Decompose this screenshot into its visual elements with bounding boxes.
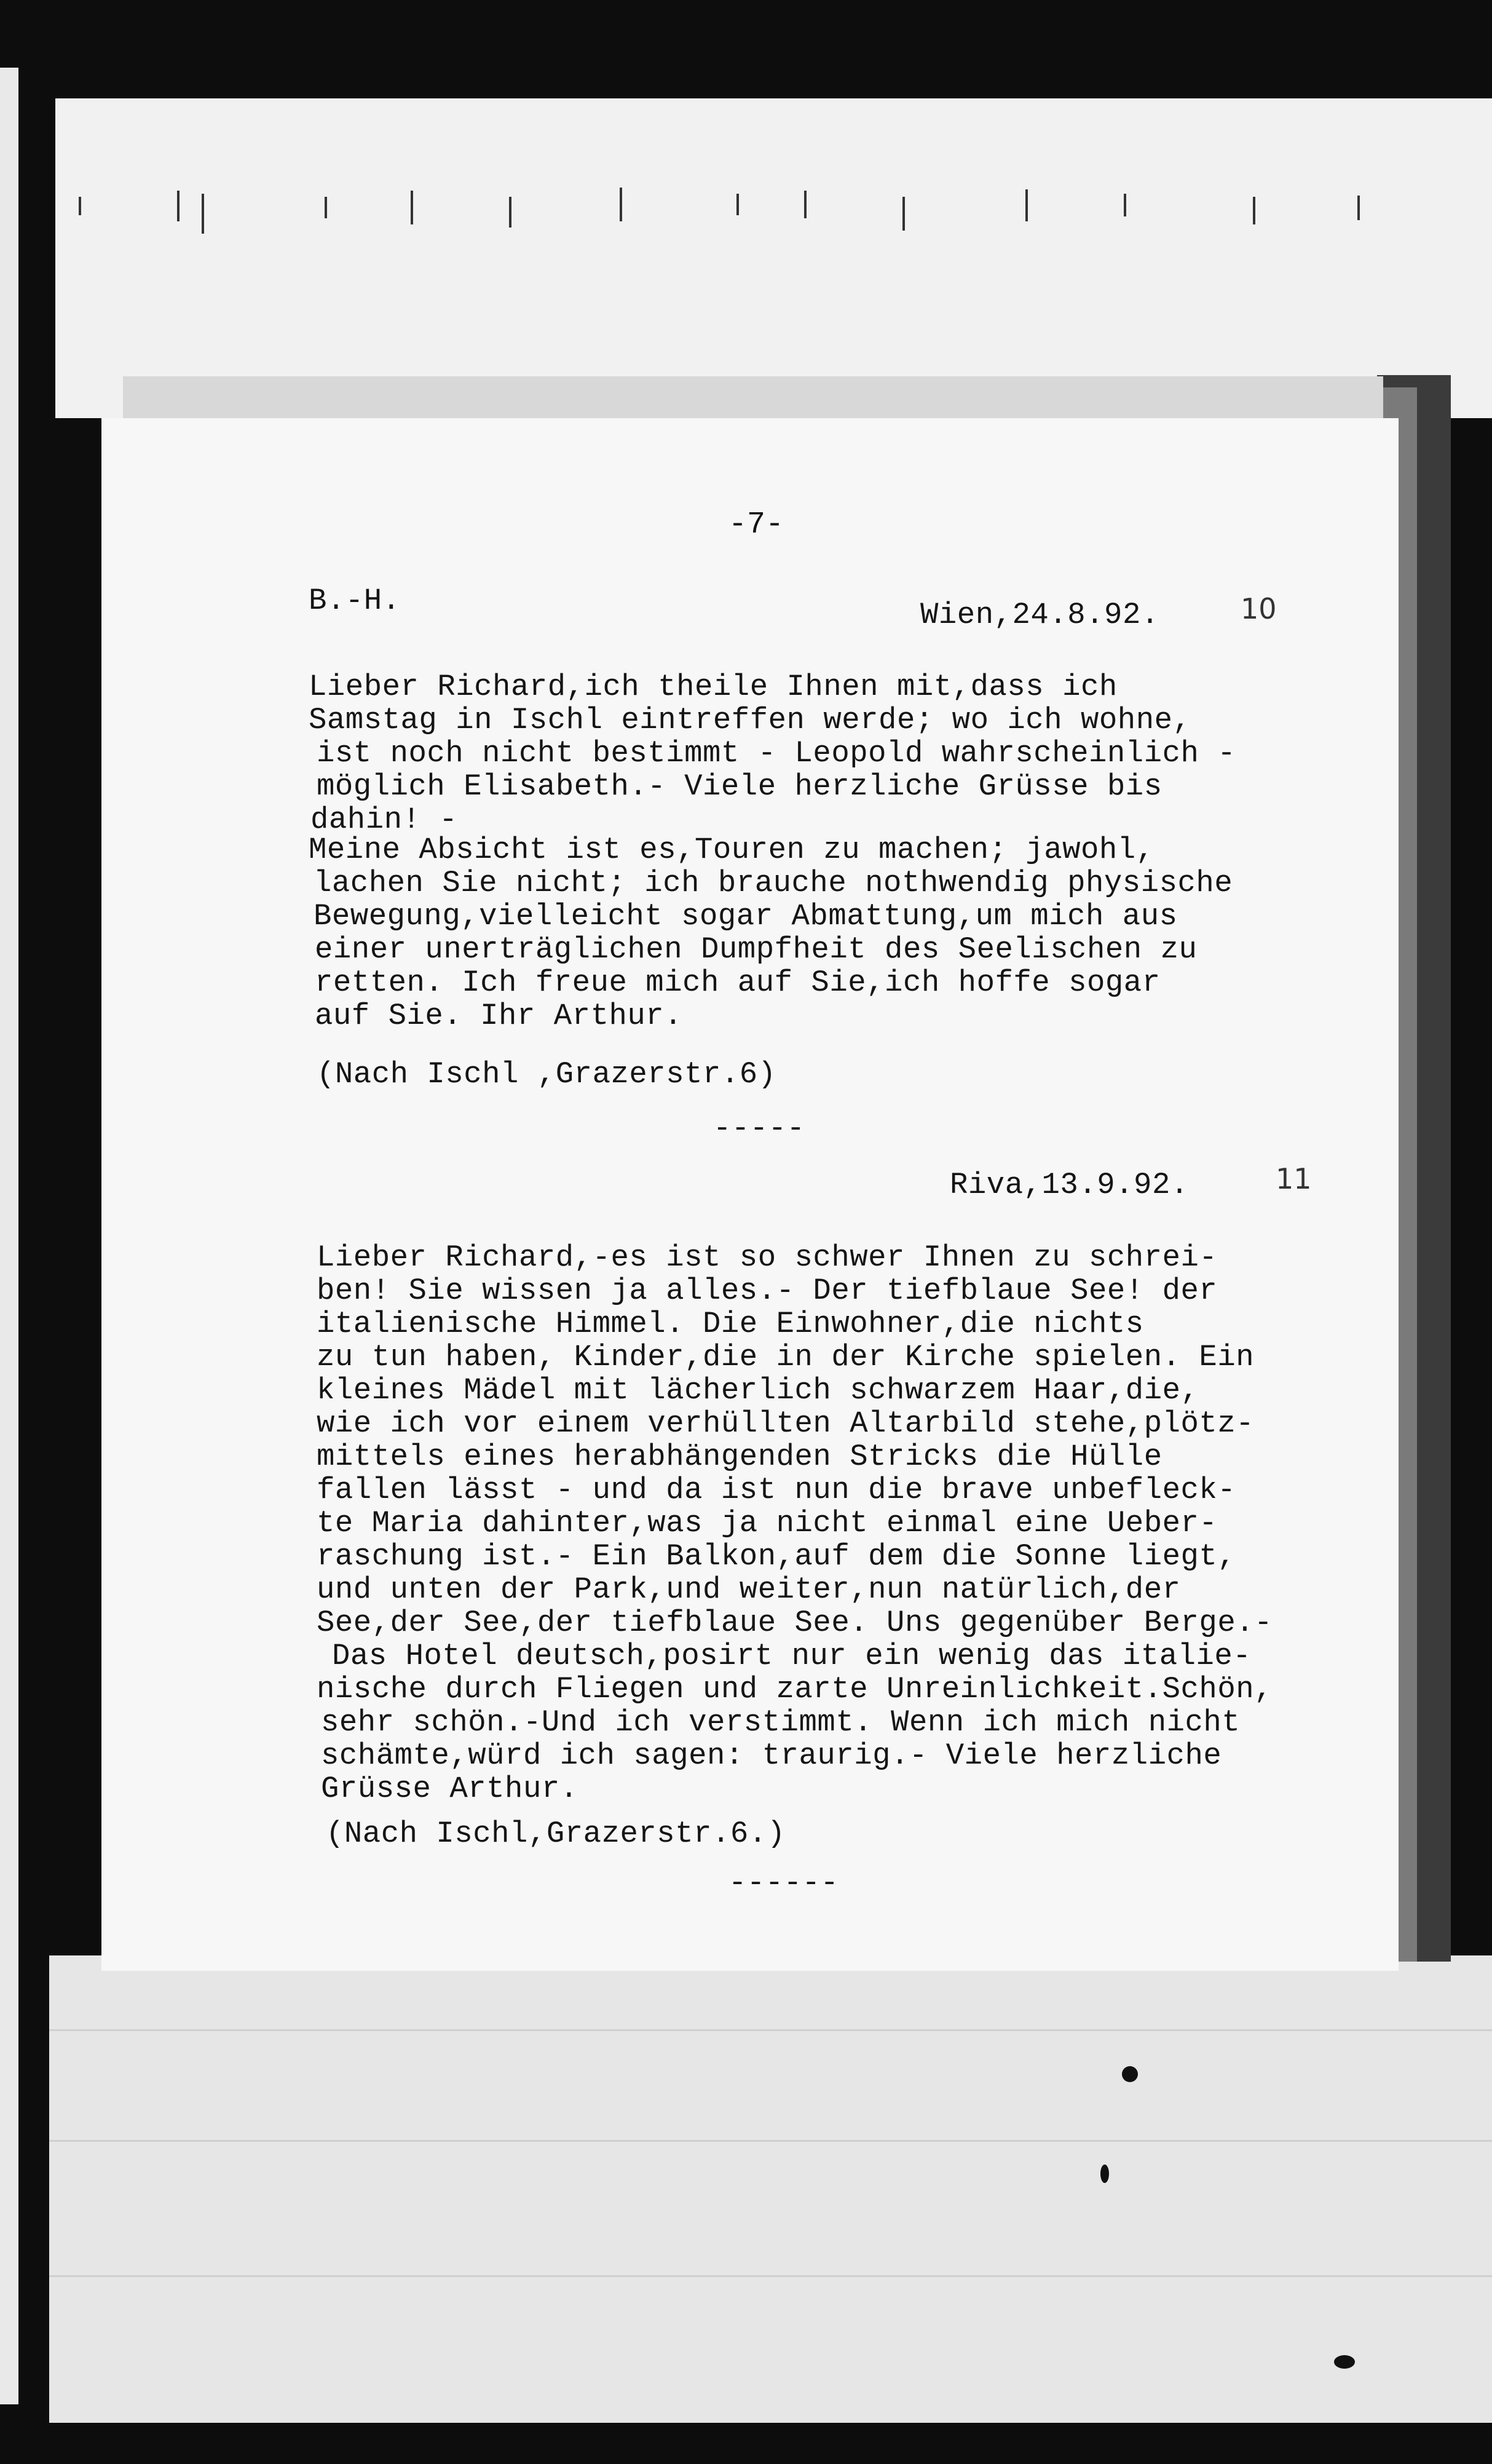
- upper-sheet-type-remnants: [68, 178, 1420, 252]
- letter-2-line: Das Hotel deutsch,posirt nur ein wenig das italie-: [332, 1639, 1252, 1673]
- letter-1-line: dahin! -: [310, 802, 458, 837]
- letter-1-line: Bewegung,vielleicht sogar Abmattung,um mich aus: [314, 899, 1178, 933]
- letter-1-separator: -----: [713, 1111, 805, 1146]
- left-film-edge: [0, 68, 18, 2404]
- letter-2-line: Lieber Richard,-es ist so schwer Ihnen zu schrei-: [317, 1240, 1218, 1275]
- letter-1-line: möglich Elisabeth.- Viele herzliche Grüsse bis: [317, 769, 1162, 804]
- fold-line: [49, 2140, 1492, 2142]
- letter-1-archive-number: 10: [1241, 592, 1277, 625]
- letter-1-line: Meine Absicht ist es,Touren zu machen; jawohl,: [309, 833, 1155, 867]
- letter-1-line: Samstag in Ischl eintreffen werde; wo ich wohne,: [309, 703, 1191, 737]
- letter-2-line: schämte,würd ich sagen: traurig.- Viele herzliche: [321, 1738, 1222, 1773]
- upper-sheet-edge: [55, 98, 1492, 418]
- letter-1-line: ist noch nicht bestimmt - Leopold wahrscheinlich -: [317, 736, 1236, 770]
- ink-speck: [1122, 2066, 1138, 2082]
- fold-line: [49, 2029, 1492, 2031]
- page-number: -7-: [728, 507, 784, 542]
- letter-2-line: kleines Mädel mit lächerlich schwarzem Haar,die,: [317, 1373, 1199, 1408]
- letter-1-place-date: Wien,24.8.92.: [920, 598, 1159, 632]
- lower-sheet: [49, 1955, 1492, 2423]
- letter-2-line: ben! Sie wissen ja alles.- Der tiefblaue See! der: [317, 1274, 1218, 1308]
- fold-line: [49, 2275, 1492, 2277]
- letter-1-line: Lieber Richard,ich theile Ihnen mit,dass ich: [309, 670, 1118, 704]
- letter-2-line: nische durch Fliegen und zarte Unreinlichkeit.Schön,: [317, 1672, 1273, 1706]
- letter-2-line: raschung ist.- Ein Balkon,auf dem die Sonne liegt,: [317, 1539, 1236, 1574]
- letter-2-line: sehr schön.-Und ich verstimmt. Wenn ich mich nicht: [321, 1705, 1241, 1740]
- ink-speck: [1100, 2165, 1109, 2183]
- letter-2-line: italienische Himmel. Die Einwohner,die nichts: [317, 1307, 1144, 1341]
- ink-speck: [1334, 2355, 1355, 2369]
- letter-1-header: B.-H.: [309, 584, 401, 618]
- letter-2-line: wie ich vor einem verhüllten Altarbild stehe,plötz-: [317, 1406, 1255, 1441]
- letter-1-address-note: (Nach Ischl ,Grazerstr.6): [317, 1057, 776, 1091]
- letter-2-line: See,der See,der tiefblaue See. Uns gegenüber Berge.-: [317, 1606, 1273, 1640]
- letter-2-line: fallen lässt - und da ist nun die brave unbefleck-: [317, 1473, 1236, 1507]
- letter-2-separator: ------: [728, 1866, 839, 1900]
- letter-1-line: auf Sie. Ihr Arthur.: [315, 999, 683, 1033]
- letter-2-place-date: Riva,13.9.92.: [950, 1168, 1189, 1202]
- letter-2-address-note: (Nach Ischl,Grazerstr.6.): [326, 1816, 786, 1851]
- letter-2-line: und unten der Park,und weiter,nun natürlich,der: [317, 1572, 1181, 1607]
- letter-2-line: zu tun haben, Kinder,die in der Kirche spielen. Ein: [317, 1340, 1255, 1374]
- letter-2-archive-number: 11: [1276, 1162, 1312, 1195]
- letter-1-line: einer unerträglichen Dumpfheit des Seelischen zu: [315, 932, 1198, 967]
- letter-1-line: retten. Ich freue mich auf Sie,ich hoffe sogar: [315, 965, 1161, 1000]
- letter-2-line: mittels eines herabhängenden Stricks die Hülle: [317, 1440, 1162, 1474]
- letter-2-line: te Maria dahinter,was ja nicht einmal eine Ueber-: [317, 1506, 1218, 1540]
- letter-1-line: lachen Sie nicht; ich brauche nothwendig physische: [314, 866, 1233, 900]
- letter-2-line: Grüsse Arthur.: [321, 1772, 578, 1806]
